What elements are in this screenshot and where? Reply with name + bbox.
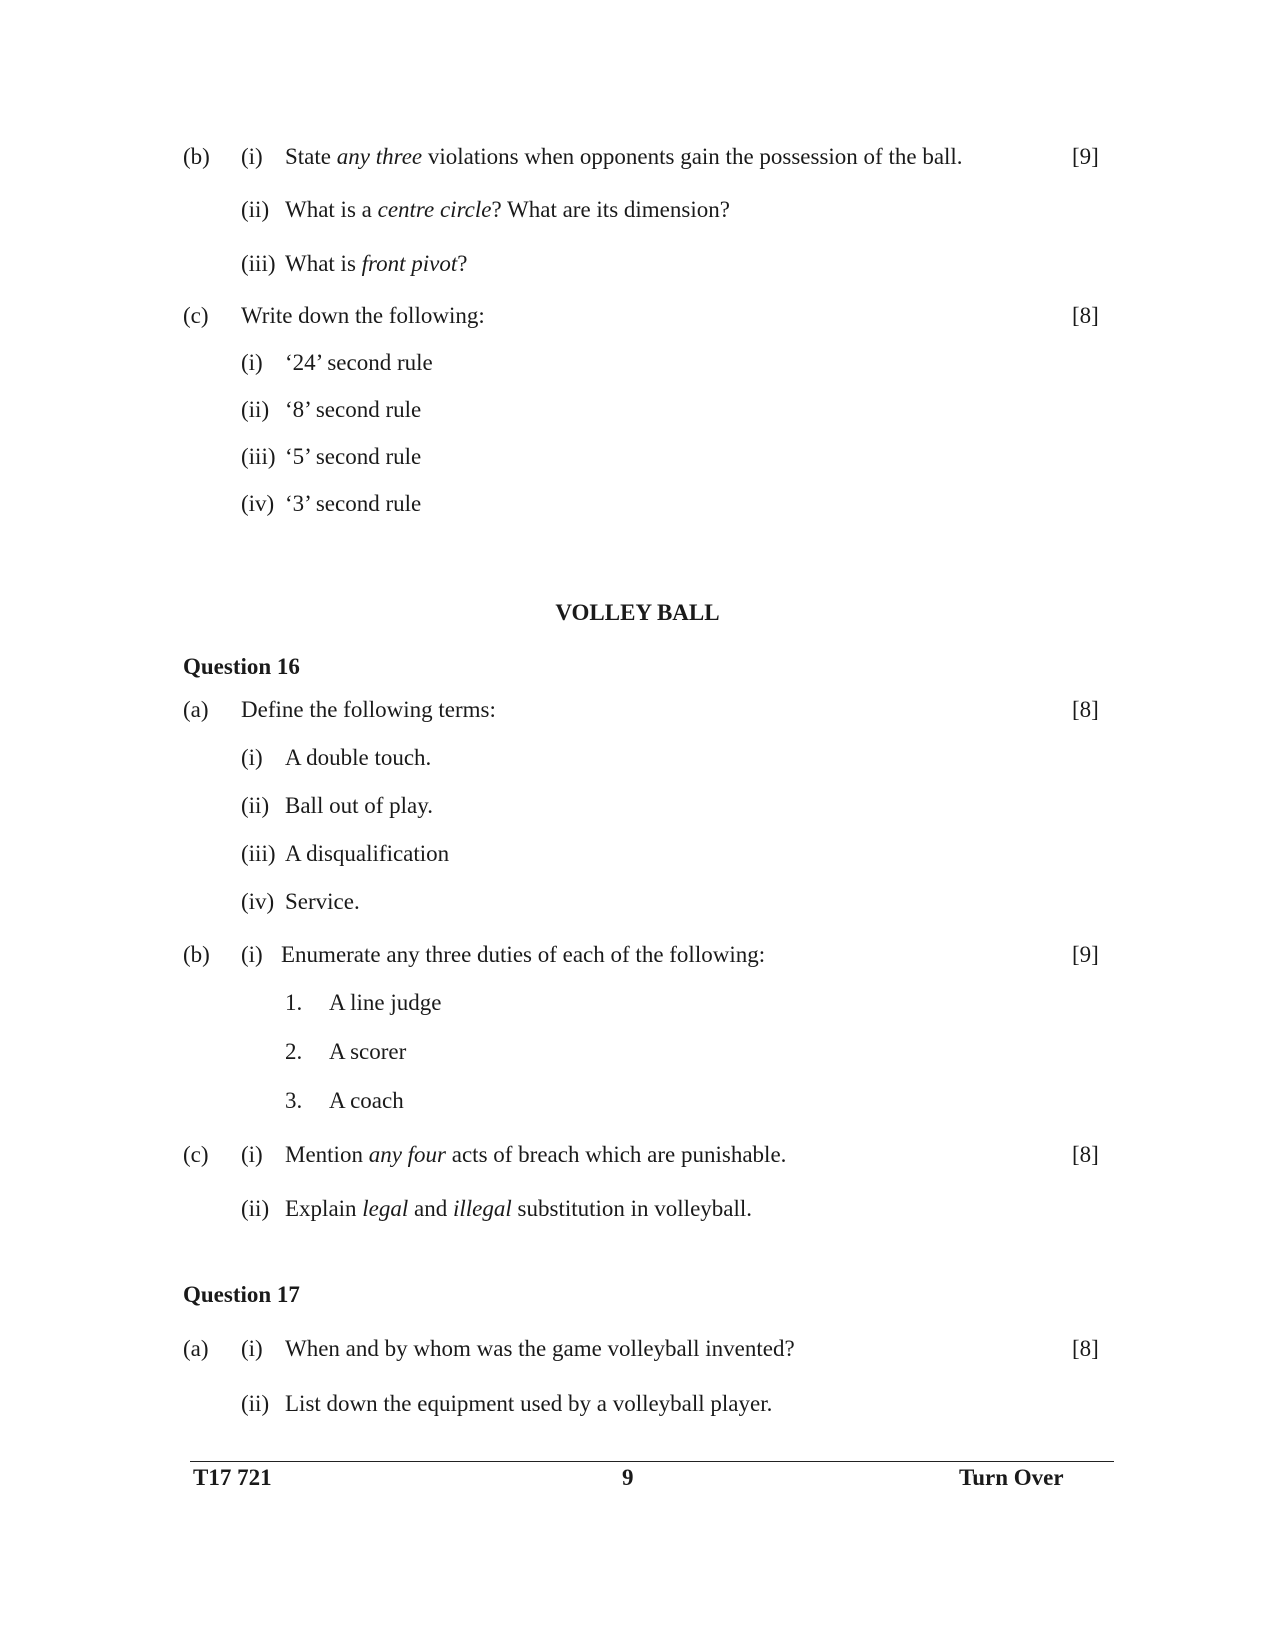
marks: [9] bbox=[1072, 144, 1099, 169]
question-text: What is a centre circle? What are its dimension? bbox=[285, 197, 730, 222]
list-item: A line judge bbox=[329, 990, 442, 1015]
turn-over-label: Turn Over bbox=[959, 1465, 1064, 1490]
question-text: State any three violations when opponents gain the possession of the ball. bbox=[285, 144, 963, 169]
item-number: (i) bbox=[241, 745, 263, 770]
item-number: (iv) bbox=[241, 889, 275, 914]
list-item: Ball out of play. bbox=[285, 793, 433, 818]
question-text: List down the equipment used by a volleyball player. bbox=[285, 1391, 773, 1416]
item-number: (ii) bbox=[241, 1391, 270, 1416]
item-number: 1. bbox=[285, 990, 303, 1015]
list-item: A scorer bbox=[329, 1039, 407, 1064]
part-c-label: (c) bbox=[183, 1142, 209, 1167]
marks: [8] bbox=[1072, 303, 1099, 328]
item-number: (i) bbox=[241, 1142, 263, 1167]
item-number: (iv) bbox=[241, 491, 275, 516]
list-item: ‘8’ second rule bbox=[285, 397, 422, 422]
item-number: (ii) bbox=[241, 1196, 270, 1221]
item-number: (ii) bbox=[241, 397, 270, 422]
question-text: Explain legal and illegal substitution in volleyball. bbox=[285, 1196, 753, 1221]
part-a-label: (a) bbox=[183, 697, 209, 722]
item-number: 3. bbox=[285, 1088, 303, 1113]
item-number: (i) bbox=[241, 942, 263, 967]
item-number: (i) bbox=[241, 144, 263, 169]
part-c-label: (c) bbox=[183, 303, 209, 328]
list-item: A coach bbox=[329, 1088, 404, 1113]
marks: [9] bbox=[1072, 942, 1099, 967]
list-item: Service. bbox=[285, 889, 360, 914]
marks: [8] bbox=[1072, 697, 1099, 722]
item-number: 2. bbox=[285, 1039, 303, 1064]
question-title: Question 17 bbox=[183, 1282, 300, 1307]
item-number: (i) bbox=[241, 1336, 263, 1361]
item-number: (ii) bbox=[241, 793, 270, 818]
marks: [8] bbox=[1072, 1336, 1099, 1361]
marks: [8] bbox=[1072, 1142, 1099, 1167]
question-text: When and by whom was the game volleyball invented? bbox=[285, 1336, 795, 1361]
footer-divider bbox=[190, 1461, 1114, 1462]
question-text: What is front pivot? bbox=[285, 251, 468, 276]
page-number: 9 bbox=[622, 1465, 634, 1490]
list-item: ‘3’ second rule bbox=[285, 491, 422, 516]
question-title: Question 16 bbox=[183, 654, 300, 679]
question-text: Write down the following: bbox=[241, 303, 485, 328]
part-b-label: (b) bbox=[183, 144, 210, 169]
list-item: A disqualification bbox=[285, 841, 450, 866]
section-title: VOLLEY BALL bbox=[555, 600, 720, 625]
question-text: Define the following terms: bbox=[241, 697, 496, 722]
question-text: Enumerate any three duties of each of the following: bbox=[281, 942, 766, 967]
question-text: Mention any four acts of breach which are punishable. bbox=[285, 1142, 787, 1167]
item-number: (iii) bbox=[241, 841, 276, 866]
item-number: (iii) bbox=[241, 251, 276, 276]
item-number: (iii) bbox=[241, 444, 276, 469]
part-b-label: (b) bbox=[183, 942, 210, 967]
part-a-label: (a) bbox=[183, 1336, 209, 1361]
item-number: (i) bbox=[241, 350, 263, 375]
list-item: ‘24’ second rule bbox=[285, 350, 433, 375]
list-item: ‘5’ second rule bbox=[285, 444, 422, 469]
item-number: (ii) bbox=[241, 197, 270, 222]
list-item: A double touch. bbox=[285, 745, 432, 770]
paper-code: T17 721 bbox=[193, 1465, 272, 1490]
